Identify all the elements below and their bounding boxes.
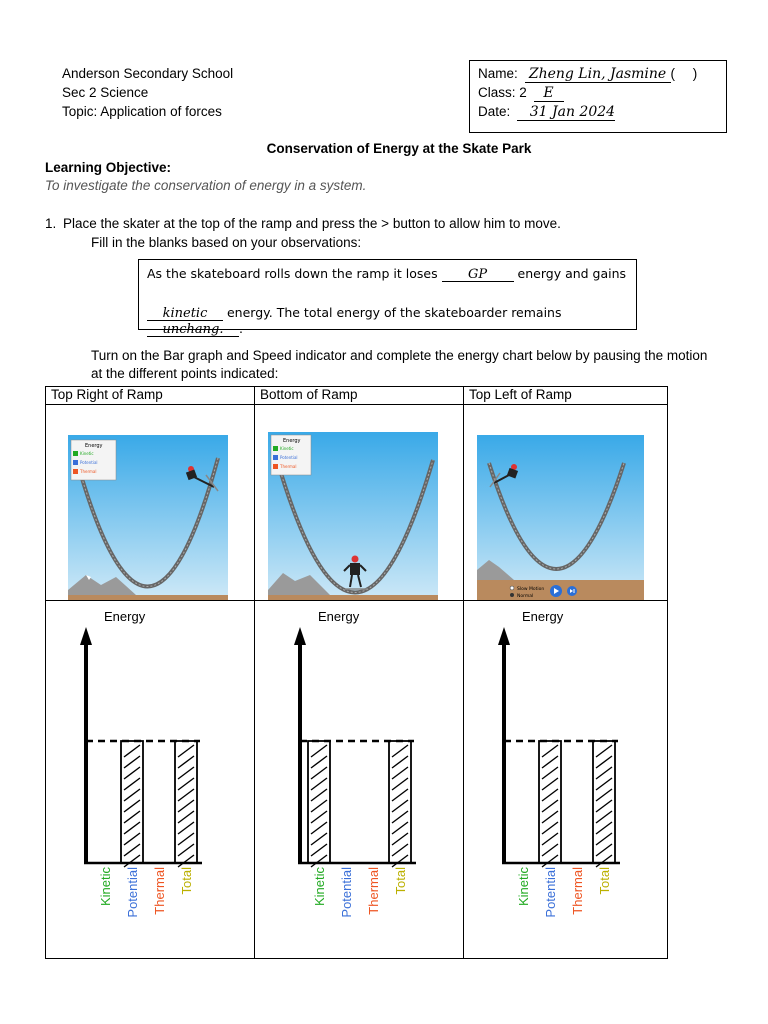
class-label: Class: 2 — [478, 85, 527, 100]
fill-text-2b: . — [239, 321, 243, 336]
slow-motion-radio[interactable] — [510, 586, 514, 590]
slow-motion-label: Slow Motion — [517, 587, 545, 592]
class-row — [478, 85, 564, 102]
bar-total — [389, 741, 411, 867]
graph-label-thermal: Thermal — [152, 867, 167, 915]
energy-graph-bottom — [255, 601, 463, 958]
fill-text-1a: As the skateboard rolls down the ramp it loses — [147, 266, 442, 281]
bar-kinetic — [308, 741, 330, 867]
sim-legend-thermal-2: Thermal — [280, 464, 297, 469]
fill-line-1 — [147, 266, 626, 282]
fill-text-2a: energy. The total energy of the skateboarder remains — [223, 305, 562, 320]
axis-arrow-icon — [498, 627, 510, 645]
name-value: Zheng Lin, Jasmine — [525, 66, 671, 83]
sim-legend-potential: Potential — [80, 460, 98, 465]
graph-label-kinetic: Kinetic — [98, 867, 113, 907]
bar-potential — [539, 741, 561, 867]
fill-line-2 — [147, 305, 636, 337]
normal-label: Normal — [517, 594, 534, 599]
energy-graph-top-right — [46, 601, 254, 958]
graph-label-potential: Potential — [125, 867, 140, 918]
normal-radio[interactable] — [510, 593, 514, 597]
sim-legend-title: Energy — [85, 443, 103, 449]
sim-screenshot-top-right — [46, 405, 254, 600]
sim-legend-kinetic-2: Kinetic — [280, 446, 294, 451]
date-label: Date: — [478, 104, 511, 119]
question-1-number: 1. — [45, 216, 57, 231]
axis-arrow-icon — [80, 627, 92, 645]
col-heading-top-left: Top Left of Ramp — [464, 387, 668, 405]
graph-title: Energy — [318, 609, 360, 624]
fill-in-box — [138, 259, 637, 337]
question-1-instruction: Place the skater at the top of the ramp and press the > button to allow him to move. — [63, 216, 561, 231]
bar-potential — [121, 741, 143, 867]
objective-text: To investigate the conservation of energy in a system. — [45, 178, 367, 193]
sim-legend-thermal: Thermal — [80, 469, 97, 474]
name-paren-open: ( — [670, 66, 676, 81]
sim-legend-kinetic: Kinetic — [80, 451, 94, 456]
graph-cell-top-right — [46, 601, 255, 959]
graph-label-kinetic: Kinetic — [516, 867, 531, 907]
bar-total — [175, 741, 197, 867]
sim-screenshot-bottom — [255, 405, 463, 600]
date-row — [478, 104, 615, 121]
name-paren-close: ) — [692, 66, 698, 81]
col-heading-top-right: Top Right of Ramp — [46, 387, 255, 405]
graph-label-total: Total — [597, 867, 612, 895]
class-value: E — [534, 85, 564, 102]
sim-cell-top-left — [464, 405, 668, 601]
objective-heading: Learning Objective: — [45, 160, 172, 175]
graph-label-potential: Potential — [339, 867, 354, 918]
name-row — [478, 66, 697, 83]
name-label: Name: — [478, 66, 518, 81]
chart-instruction-2: at the different points indicated: — [91, 366, 279, 381]
graph-label-total: Total — [179, 867, 194, 895]
class-line: Sec 2 Science — [62, 85, 149, 100]
school-name: Anderson Secondary School — [62, 66, 234, 81]
fill-text-1b: energy and gains — [513, 266, 627, 281]
date-value: 31 Jan 2024 — [517, 104, 615, 121]
chart-instruction-1: Turn on the Bar graph and Speed indicator and complete the energy chart below by pausing the motion — [91, 348, 708, 363]
blank-3[interactable]: unchang. — [147, 323, 239, 337]
graph-label-thermal: Thermal — [366, 867, 381, 915]
graph-cell-bottom — [255, 601, 464, 959]
graph-label-kinetic: Kinetic — [312, 867, 327, 907]
energy-graph-top-left — [464, 601, 674, 958]
graph-title: Energy — [104, 609, 146, 624]
graph-label-total: Total — [393, 867, 408, 895]
blank-1[interactable]: GP — [442, 268, 514, 282]
sim-cell-top-right — [46, 405, 255, 601]
student-info-box — [469, 60, 727, 133]
question-1-sub: Fill in the blanks based on your observations: — [91, 235, 362, 250]
axis-arrow-icon — [294, 627, 306, 645]
sim-legend-potential-2: Potential — [280, 455, 298, 460]
topic-line: Topic: Application of forces — [62, 104, 222, 119]
col-heading-bottom: Bottom of Ramp — [255, 387, 464, 405]
graph-label-thermal: Thermal — [570, 867, 585, 915]
worksheet-title: Conservation of Energy at the Skate Park — [266, 141, 532, 156]
bar-total — [593, 741, 615, 867]
blank-2[interactable]: kinetic — [147, 307, 223, 321]
sim-screenshot-top-left — [464, 405, 674, 600]
graph-cell-top-left — [464, 601, 668, 959]
graph-title: Energy — [522, 609, 564, 624]
sim-cell-bottom — [255, 405, 464, 601]
energy-chart-table — [45, 386, 668, 959]
graph-label-potential: Potential — [543, 867, 558, 918]
sim-legend-title-2: Energy — [283, 438, 301, 444]
